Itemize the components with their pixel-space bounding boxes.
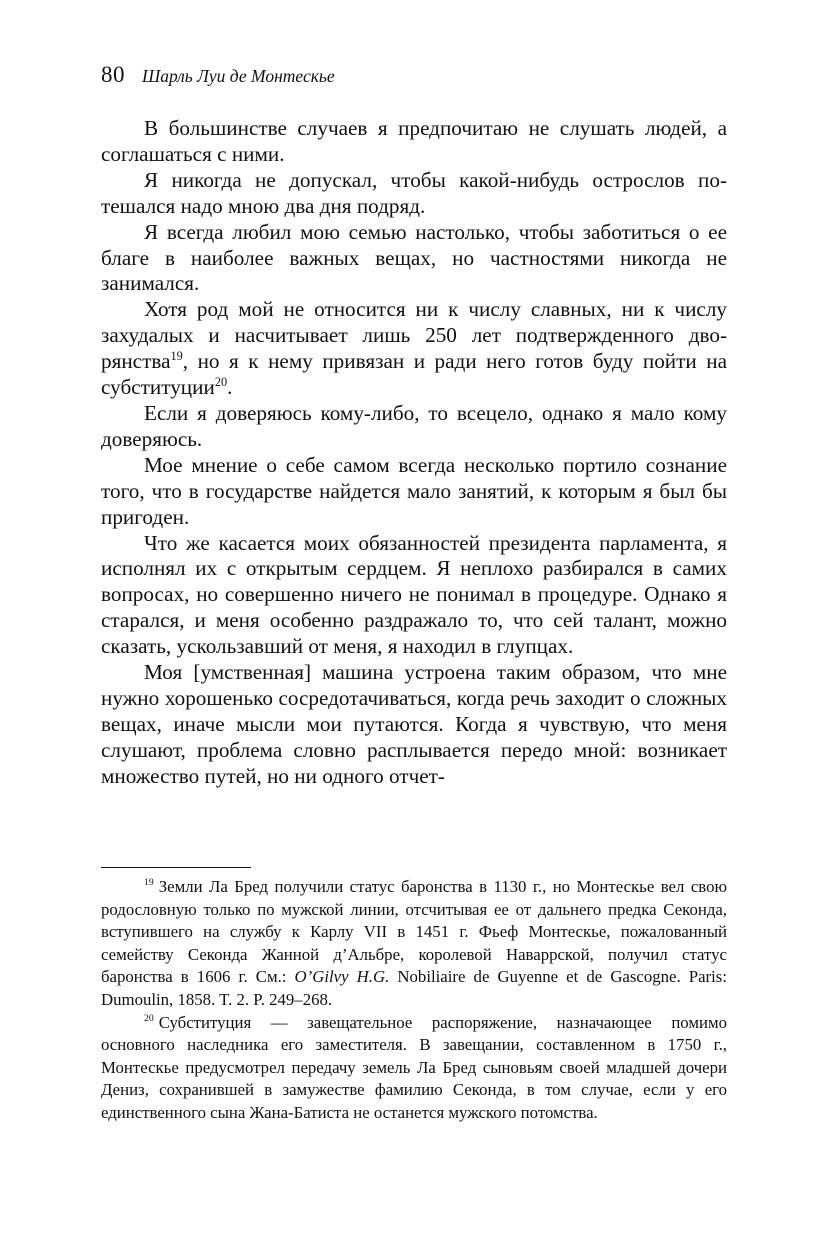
running-title: Шарль Луи де Монтескье bbox=[142, 66, 335, 86]
paragraph: Я всегда любил мою семью настолько, чтобы заботиться о ее благе в наиболее важных вещах, но частностями никогда не занимался. bbox=[101, 219, 727, 296]
running-head bbox=[101, 62, 335, 88]
footnote-text: Nobiliaire de Guyenne et de Gascogne. Paris: Dumoulin, 1858. T. 2. P. 249–268. bbox=[101, 967, 728, 1009]
footnote-number: 20 bbox=[144, 1012, 154, 1024]
paragraph: Если я доверяюсь кому-либо, то всецело, однако я мало кому доверяюсь. bbox=[101, 400, 727, 451]
paragraph: Моя [умственная] машина устроена таким образом, что мне нужно хорошенько сосредотачиваться, когда речь заходит о сложных вещах, иначе мысли мои путаются. Когда я чувствую, что меня слушают, проблема словно расплывается передо мной: возникает множество путей, но ни одного отчет- bbox=[101, 660, 727, 788]
body-text bbox=[101, 116, 727, 790]
paragraph-text: Хотя род мой не относится ни к числу славных, ни к числу захудалых и насчитывает лишь 250 лет подтвержденного дворянства bbox=[101, 297, 727, 374]
paragraph-text: . bbox=[227, 375, 233, 400]
footnote bbox=[101, 876, 727, 1012]
footnotes bbox=[101, 876, 727, 1125]
paragraph-text: , но я к нему привязан и ради него готов буду пойти на субституции bbox=[101, 349, 727, 400]
footnote-text: Земли Ла Бред получили статус баронства в 1130 г., но Монтескье вел свою родословную только по мужской линии, отсчитывая ее от дальнего предка Секонда, вступившего на службу к Карлу VII в 1451 г. Фьеф Монтескье, пожалованный семейству Секонда Жанной д’Альбре, королевой Наваррской, получил статус баронства в 1606 г. См.: bbox=[101, 877, 727, 987]
page-number: 80 bbox=[101, 62, 125, 87]
footnote-ref[interactable]: 20 bbox=[214, 375, 228, 389]
footnote-text: Субституция — завещательное распоряжение, назначающее помимо основного наследника его заместителя. В завещании, составленном в 1750 г., Монтескье предусмотрел передачу земель Ла Бред сыновьям своей младшей дочери Дениз, сохранившей в замужестве фамилию Секонда, в том случае, если у его единственного сына Жана-Батиста не останется мужского потомства. bbox=[101, 1012, 727, 1122]
footnote-author: O’Gilvy H.G. bbox=[294, 967, 390, 987]
paragraph: Я никогда не допускал, чтобы какой-нибудь острослов потешался надо мною два дня подряд. bbox=[101, 167, 727, 218]
footnote bbox=[101, 1012, 727, 1125]
paragraph: В большинстве случаев я предпочитаю не слушать людей, а соглашаться с ними. bbox=[101, 116, 727, 166]
footnote-number: 19 bbox=[144, 877, 154, 889]
paragraph: Что же касается моих обязанностей президента парламента, я исполнял их с открытым сердцем. Я неплохо разбирался в самих вопросах, но совершенно ничего не понимал в процедуре. Однако я старался, и меня особенно раздражало то, что сей талант, можно сказать, ускользавший от меня, я находил в глупцах. bbox=[101, 530, 727, 659]
paragraph: Мое мнение о себе самом всегда несколько портило сознание того, что в государстве найдется мало занятий, к которым я был бы пригоден. bbox=[101, 452, 727, 529]
footnote-divider bbox=[101, 867, 251, 868]
paragraph bbox=[101, 297, 727, 401]
footnote-ref[interactable]: 19 bbox=[170, 349, 183, 364]
